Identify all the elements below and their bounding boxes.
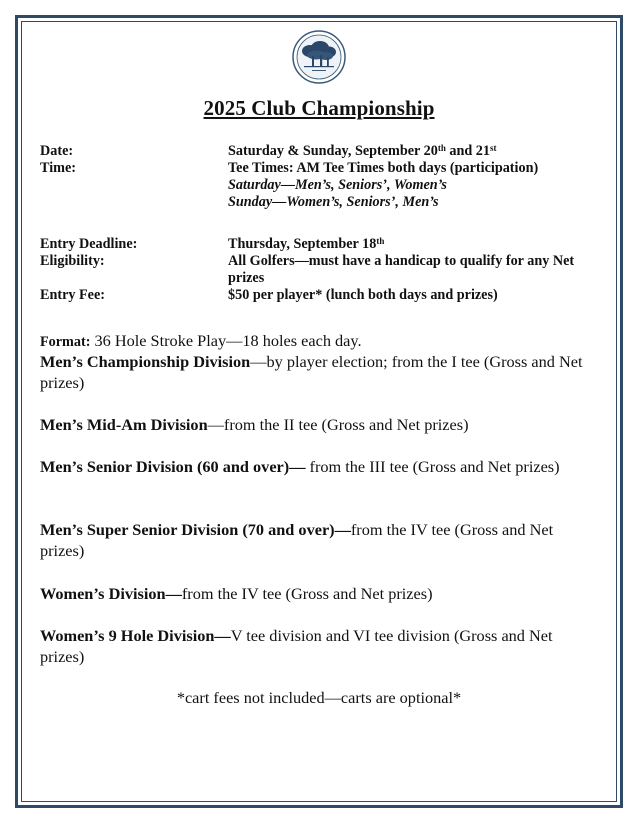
time-saturday: Saturday—Men’s, Seniors’, Women’s [228, 177, 447, 193]
date-ordinal-2: st [490, 143, 497, 153]
division-4 [40, 583, 600, 604]
event-details [40, 143, 610, 211]
division-name: Men’s Super Senior Division (70 and over)— [40, 520, 351, 539]
division-desc: from the IV tee (Gross and Net prizes) [40, 520, 554, 560]
division-name: Men’s Mid-Am Division [40, 415, 208, 434]
date-text-2: and 21 [445, 143, 490, 159]
entry-details [40, 236, 610, 304]
division-3 [40, 519, 600, 561]
date-value [228, 143, 610, 160]
date-label: Date: [40, 143, 74, 159]
deadline-value [228, 236, 610, 253]
deadline-ordinal: th [376, 236, 385, 246]
division-desc: —by player election; from the I tee (Gross and Net prizes) [40, 352, 583, 392]
date-ordinal: th [437, 143, 446, 153]
division-name: Women’s Division— [40, 584, 182, 603]
division-0 [40, 351, 600, 393]
division-1 [40, 414, 600, 435]
fee-label: Entry Fee: [40, 287, 106, 303]
format-label: Format: [40, 334, 91, 350]
division-2 [40, 456, 600, 477]
time-row [40, 160, 610, 211]
deadline-text: Thursday, September 18 [228, 236, 377, 252]
division-desc: —from the II tee (Gross and Net prizes) [207, 415, 469, 434]
eligibility-label: Eligibility: [40, 253, 105, 269]
division-5 [40, 625, 600, 667]
fee-row [40, 287, 610, 304]
date-text: Saturday & Sunday, September 20 [228, 143, 438, 159]
time-label: Time: [40, 160, 76, 176]
oak-tree-emblem-icon [292, 30, 346, 84]
date-row [40, 143, 610, 160]
deadline-row [40, 236, 610, 253]
division-name: Men’s Championship Division [40, 352, 251, 371]
division-name: Men’s Senior Division (60 and over)— [40, 457, 306, 476]
format-value: 36 Hole Stroke Play—18 holes each day. [90, 331, 362, 350]
fee-value: $50 per player* (lunch both days and prizes) [228, 287, 498, 303]
time-text: Tee Times: AM Tee Times both days (participation) [228, 160, 539, 176]
eligibility-row [40, 253, 610, 287]
division-name: Women’s 9 Hole Division— [40, 626, 231, 645]
time-sunday: Sunday—Women’s, Seniors’, Men’s [228, 194, 439, 210]
deadline-label: Entry Deadline: [40, 236, 138, 252]
format-line [40, 330, 600, 353]
division-desc: from the IV tee (Gross and Net prizes) [181, 584, 433, 603]
division-desc: from the III tee (Gross and Net prizes) [305, 457, 560, 476]
page-title: 2025 Club Championship [203, 96, 435, 120]
division-desc: V tee division and VI tee division (Gross and Net prizes) [40, 626, 553, 666]
eligibility-value: All Golfers—must have a handicap to qualify for any Net prizes [228, 253, 575, 286]
time-value [228, 160, 610, 211]
inner-border [21, 21, 617, 802]
cart-fee-note: *cart fees not included—carts are optional* [176, 688, 462, 707]
